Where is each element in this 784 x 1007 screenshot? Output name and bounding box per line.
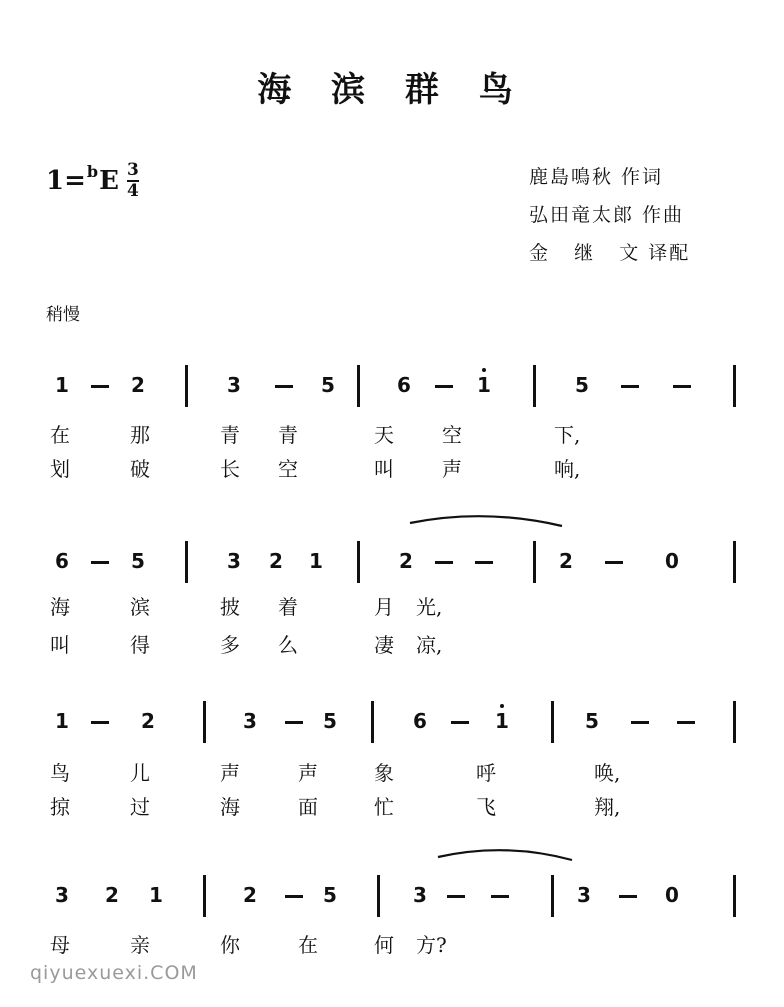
note: 1 bbox=[477, 373, 491, 397]
lyric-line-1-char: 滨 bbox=[130, 595, 150, 619]
note: 2 bbox=[559, 549, 573, 573]
note: 5 bbox=[585, 709, 599, 733]
lyric-line-1-char: 海 bbox=[50, 595, 70, 619]
time-top: 3 bbox=[126, 160, 139, 180]
lyric-line-1-char: 方? bbox=[416, 933, 447, 957]
song-title: 海 滨 群 鸟 bbox=[257, 70, 527, 110]
note: 1 bbox=[55, 373, 69, 397]
lyric-line-1-char: 声 bbox=[298, 761, 318, 785]
note: 3 bbox=[413, 883, 427, 907]
lyric-line-1-char: 青 bbox=[278, 423, 298, 447]
lyric-line-1-char: 你 bbox=[220, 933, 240, 957]
note: 3 bbox=[227, 373, 241, 397]
note: 5 bbox=[131, 549, 145, 573]
time-bottom: 4 bbox=[126, 181, 139, 201]
lyric-line-2-char: 响, bbox=[554, 457, 581, 481]
lyric-line-1-char: 象 bbox=[374, 761, 394, 785]
note: 5 bbox=[323, 709, 337, 733]
lyric-line-2-char: 么 bbox=[278, 633, 298, 657]
lyric-line-1-char: 声 bbox=[220, 761, 240, 785]
note: 5 bbox=[575, 373, 589, 397]
lyric-line-2-char: 过 bbox=[130, 795, 150, 819]
lyric-line-2-char: 海 bbox=[220, 795, 240, 819]
lyric-line-2-char: 面 bbox=[298, 795, 318, 819]
note: 2 bbox=[105, 883, 119, 907]
lyric-line-2-char: 多 bbox=[220, 633, 240, 657]
slur-system-4 bbox=[438, 850, 572, 860]
composer-credit: 弘田竜太郎 作曲 bbox=[529, 204, 685, 226]
note: 2 bbox=[399, 549, 413, 573]
lyric-line-1-char: 光, bbox=[416, 595, 443, 619]
lyric-line-1-char: 呼 bbox=[476, 761, 496, 785]
lyric-line-2-char: 忙 bbox=[374, 795, 394, 819]
lyric-line-1-char: 那 bbox=[130, 423, 150, 447]
lyric-line-1-char: 母 bbox=[50, 933, 70, 957]
note: 2 bbox=[141, 709, 155, 733]
lyric-line-1-char: 天 bbox=[374, 423, 394, 447]
lyric-line-2-char: 叫 bbox=[50, 633, 70, 657]
lyric-line-2-char: 空 bbox=[278, 457, 298, 481]
note: 5 bbox=[321, 373, 335, 397]
lyric-line-2-char: 叫 bbox=[374, 457, 394, 481]
note: 2 bbox=[243, 883, 257, 907]
lyric-line-2-char: 掠 bbox=[50, 795, 70, 819]
note: 3 bbox=[55, 883, 69, 907]
key-note: E bbox=[99, 166, 119, 196]
tempo-marking: 稍慢 bbox=[46, 305, 80, 325]
note: 6 bbox=[413, 709, 427, 733]
lyric-line-2-char: 划 bbox=[50, 457, 70, 481]
note: 6 bbox=[55, 549, 69, 573]
lyric-line-2-char: 飞 bbox=[476, 795, 496, 819]
lyric-line-1-char: 在 bbox=[50, 423, 70, 447]
lyric-line-2-char: 声 bbox=[442, 457, 462, 481]
lyric-line-1-char: 下, bbox=[554, 423, 581, 447]
note: 6 bbox=[397, 373, 411, 397]
key-prefix: 1= bbox=[46, 166, 86, 196]
note: 1 bbox=[149, 883, 163, 907]
note: 1 bbox=[309, 549, 323, 573]
lyric-line-1-char: 空 bbox=[442, 423, 462, 447]
lyric-line-1-char: 着 bbox=[278, 595, 298, 619]
lyric-line-2-char: 长 bbox=[220, 457, 240, 481]
note: 3 bbox=[227, 549, 241, 573]
lyric-line-1-char: 披 bbox=[220, 595, 240, 619]
note: 0 bbox=[665, 883, 679, 907]
lyric-line-2-char: 翔, bbox=[594, 795, 621, 819]
lyric-line-1-char: 儿 bbox=[130, 761, 150, 785]
watermark: qiyuexuexi.COM bbox=[30, 962, 198, 984]
note: 5 bbox=[323, 883, 337, 907]
note: 1 bbox=[55, 709, 69, 733]
note: 1 bbox=[495, 709, 509, 733]
lyric-line-1-char: 鸟 bbox=[50, 761, 70, 785]
note: 2 bbox=[131, 373, 145, 397]
note: 2 bbox=[269, 549, 283, 573]
lyric-line-2-char: 得 bbox=[130, 633, 150, 657]
slur-system-2 bbox=[410, 516, 562, 526]
lyric-line-1-char: 亲 bbox=[130, 933, 150, 957]
lyric-line-1-char: 月 bbox=[374, 595, 394, 619]
lyric-line-2-char: 凉, bbox=[416, 633, 443, 657]
lyricist-credit: 鹿島鳴秋 作词 bbox=[529, 166, 664, 188]
lyric-line-1-char: 青 bbox=[220, 423, 240, 447]
flat-sign: b bbox=[86, 162, 99, 181]
translator-credit: 金 继 文 译配 bbox=[529, 242, 691, 264]
lyric-line-2-char: 破 bbox=[130, 457, 150, 481]
lyric-line-2-char: 凄 bbox=[374, 633, 394, 657]
lyric-line-1-char: 何 bbox=[374, 933, 394, 957]
note: 0 bbox=[665, 549, 679, 573]
lyric-line-1-char: 唤, bbox=[594, 761, 621, 785]
note: 3 bbox=[577, 883, 591, 907]
note: 3 bbox=[243, 709, 257, 733]
lyric-line-1-char: 在 bbox=[298, 933, 318, 957]
